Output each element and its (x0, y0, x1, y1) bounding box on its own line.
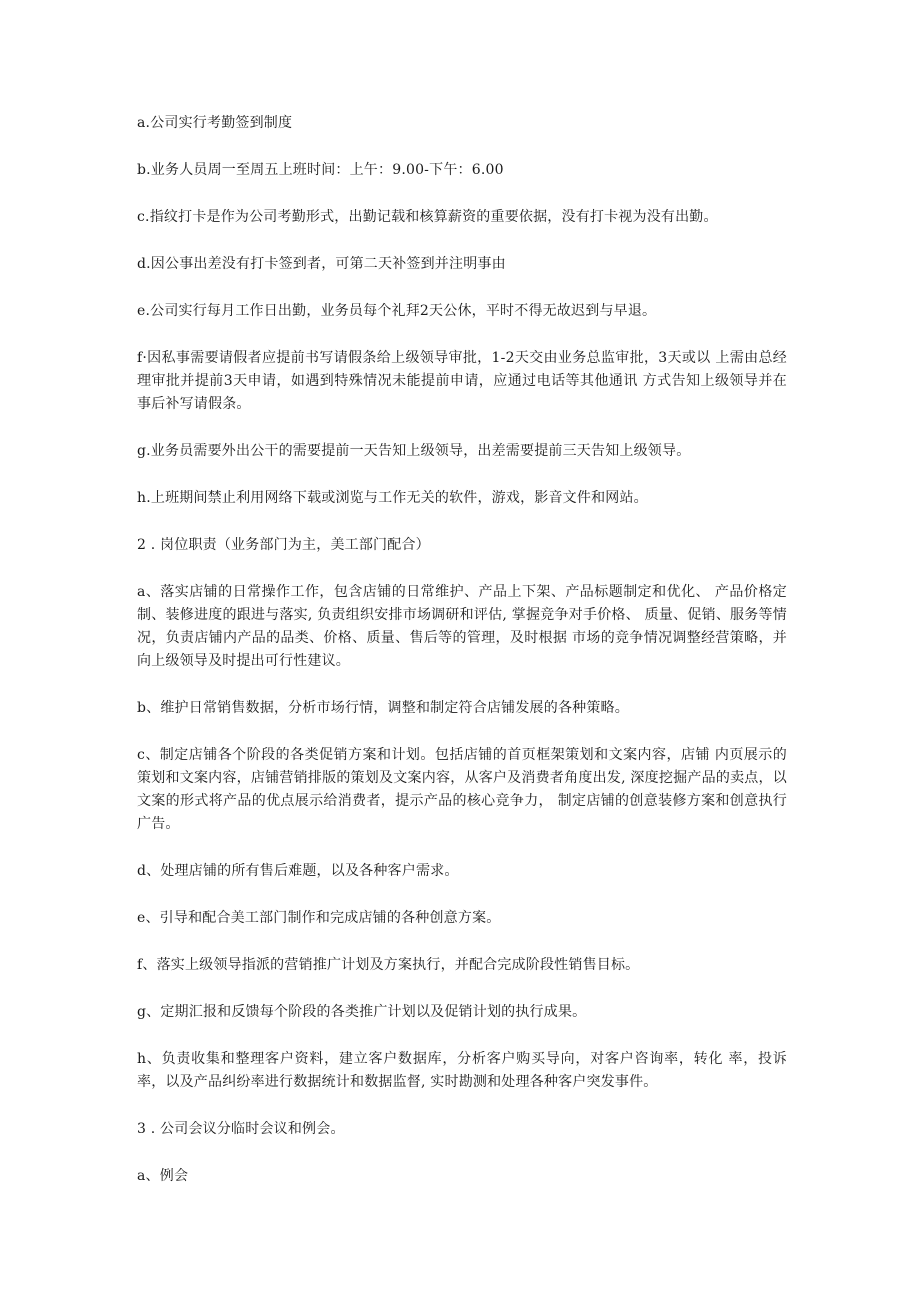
duty-c-promotion-plans: c、制定店铺各个阶段的各类促销方案和计划。包括店铺的首页框架策划和文案内容，店铺 内页展示的策划和文案内容，店铺营销排版的策划及文案内容，从客户及消费者角度出发, 深度挖掘产品的卖点，以文案的形式将产品的优点展示给消费者，提示产品的核心竞争力， 制定店铺的创意装修方案和创意执行广告。 (137, 747, 787, 832)
rule-e-monthly-attendance: e.公司实行每月工作日出勤，业务员每个礼拜2天公休，平时不得无故迟到与早退。 (137, 303, 657, 319)
rule-g-outside-work: g.业务员需要外出公干的需要提前一天告知上级领导，出差需要提前三天告知上级领导。 (137, 443, 691, 459)
rule-h-internet-use: h.上班期间禁止利用网络下载或浏览与工作无关的软件，游戏，影音文件和网站。 (137, 490, 648, 506)
section-3-heading: 3 . 公司会议分临时会议和例会。 (137, 1121, 345, 1137)
duty-b-sales-data: b、维护日常销售数据，分析市场行情，调整和制定符合店铺发展的各种策略。 (137, 700, 629, 716)
duty-e-creative-cooperation: e、引导和配合美工部门制作和完成店铺的各种创意方案。 (137, 910, 501, 926)
meeting-a-regular: a、例会 (137, 1168, 189, 1184)
duty-h-customer-data: h、负责收集和整理客户资料，建立客户数据库，分析客户购买导向，对客户咨询率，转化 率，投诉率，以及产品纠纷率进行数据统计和数据监督, 实时勘测和处理各种客户突发事件。 (137, 1051, 787, 1090)
section-2-heading: 2 . 岗位职责（业务部门为主，美工部门配合） (137, 537, 430, 553)
rule-b-work-hours: b.业务人员周一至周五上班时间：上午：9.00-下午：6.00 (137, 162, 504, 178)
duty-g-reporting: g、定期汇报和反馈每个阶段的各类推广计划以及促销计划的执行成果。 (137, 1004, 587, 1020)
duty-d-after-sales: d、处理店铺的所有售后难题，以及各种客户需求。 (137, 863, 459, 879)
document-body (137, 112, 787, 1212)
rule-f-leave-request: f·因私事需要请假者应提前书写请假条给上级领导审批，1-2天交由业务总监审批，3天或以 上需由总经理审批并提前3天申请，如遇到特殊情况未能提前申请，应通过电话等其他通讯 方式告知上级领导并在事后补写请假条。 (137, 350, 787, 412)
rule-d-business-trip: d.因公事出差没有打卡签到者，可第二天补签到并注明事由 (137, 256, 506, 272)
duty-f-marketing-execution: f、落实上级领导指派的营销推广计划及方案执行，并配合完成阶段性销售目标。 (137, 957, 640, 973)
rule-a-attendance: a.公司实行考勤签到制度 (137, 115, 293, 131)
rule-c-fingerprint: c.指纹打卡是作为公司考勤形式，出勤记载和核算薪资的重要依据，没有打卡视为没有出勤。 (137, 209, 718, 225)
duty-a-store-operations: a、落实店铺的日常操作工作，包含店铺的日常维护、产品上下架、产品标题制定和优化、 产品价格定制、装修进度的跟进与落实, 负责组织安排市场调研和评估, 掌握竞争对手价格、 质量、促销、服务等情况，负责店铺内产品的品类、价格、质量、售后等的管理，及时根据 市场的竞争情况调整经营策略，并向上级领导及时提出可行性建议。 (137, 584, 787, 669)
